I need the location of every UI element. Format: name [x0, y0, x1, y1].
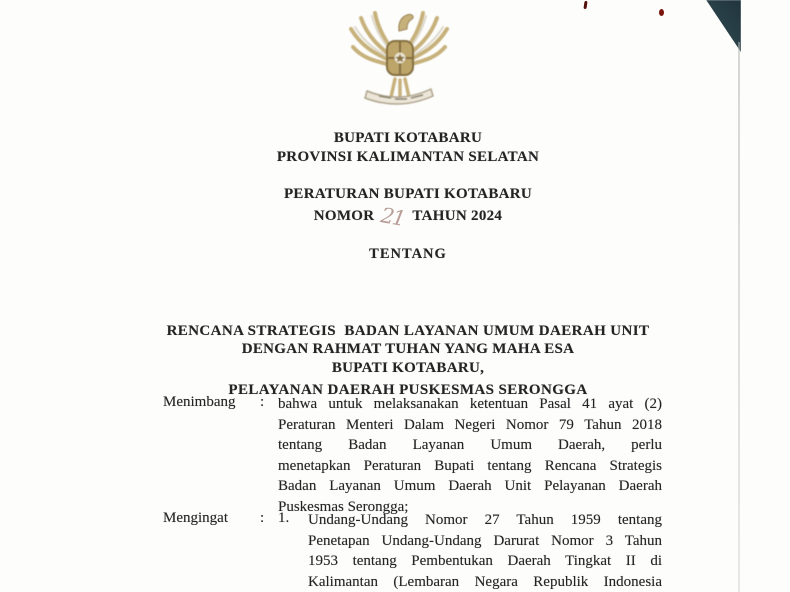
mengingat-line: Undang-Undang Nomor 27 Tahun 1959 tentang: [308, 512, 662, 528]
preamble-line-2: BUPATI KOTABARU,: [331, 360, 485, 376]
subject-line-1: RENCANA STRATEGIS BADAN LAYANAN UMUM DAERAH UNIT: [166, 323, 650, 339]
mengingat-line: 1953 tentang Pembentukan Daerah Tingkat II di: [308, 553, 662, 569]
regulation-title-line: PERATURAN BUPATI KOTABARU: [283, 186, 533, 202]
menimbang-label: Menimbang: [163, 394, 236, 410]
menimbang-line: bahwa untuk melaksanakan ketentuan Pasal 41 ayat (2): [278, 396, 662, 412]
photo-edge-line: [738, 42, 740, 592]
preamble: [110, 340, 706, 378]
garuda-pancasila-emblem: [341, 3, 457, 107]
regulation-heading: [110, 185, 706, 231]
menimbang-line: menetapkan Peraturan Bupati tentang Rencana Strategis: [278, 457, 662, 474]
menimbang-paragraph: [278, 394, 662, 517]
menimbang-line: Badan Layanan Umum Daerah Unit Pelayanan Daerah: [278, 478, 662, 494]
red-speck: [659, 9, 664, 16]
letterhead: [110, 129, 706, 166]
red-speck: [583, 1, 587, 9]
mengingat-item-number: 1.: [278, 510, 290, 526]
letterhead-line-2: PROVINSI KALIMANTAN SELATAN: [276, 148, 540, 165]
mengingat-colon: :: [260, 510, 265, 526]
nomor-suffix: TAHUN 2024: [412, 207, 503, 224]
mengingat-line: Penetapan Undang-Undang Darurat Nomor 3 Tahun: [308, 532, 662, 549]
tentang-label: TENTANG: [369, 246, 447, 262]
subject-line-2: PELAYANAN DAERAH PUSKESMAS SERONGGA: [228, 381, 588, 398]
menimbang-line: tentang Badan Layanan Umum Daerah, perlu: [278, 437, 662, 453]
mengingat-line: Kalimantan (Lembaran Negara Republik Indonesia: [308, 573, 662, 590]
menimbang-colon: :: [260, 394, 265, 410]
handwritten-number: 21: [379, 202, 407, 231]
letterhead-line-1: BUPATI KOTABARU: [333, 130, 483, 146]
photo-background-corner: [701, 0, 741, 56]
mengingat-label: Mengingat: [163, 510, 228, 526]
mengingat-item-1: [308, 510, 662, 592]
preamble-line-1: DENGAN RAHMAT TUHAN YANG MAHA ESA: [241, 341, 575, 357]
menimbang-line: Puskesmas Serongga;: [278, 498, 409, 515]
nomor-prefix: NOMOR: [313, 207, 375, 224]
menimbang-line: Peraturan Menteri Dalam Negeri Nomor 79 Tahun 2018: [278, 416, 662, 433]
regulation-number-line: [110, 202, 706, 231]
